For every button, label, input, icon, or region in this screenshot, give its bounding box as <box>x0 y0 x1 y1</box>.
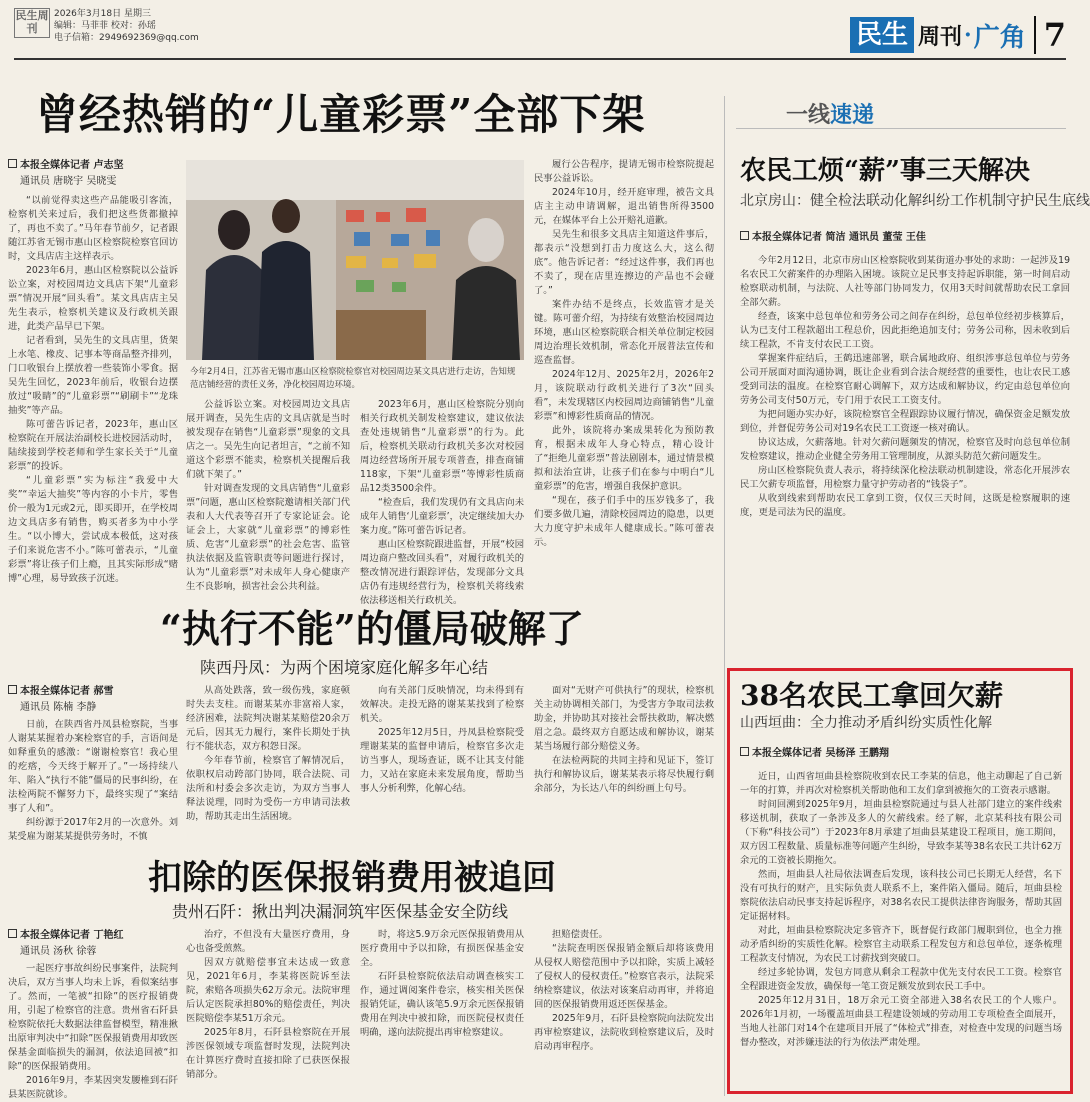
article3-byline-2: 通讯员 汤秋 徐蓉 <box>20 946 97 957</box>
article5-body <box>740 770 1062 1088</box>
paragraph: “现在，孩子们手中的压岁钱多了，我们要多做几遍，清除校园周边的隐患，以更大力度守护未成年人健康成长。”陈可蕾表示。 <box>534 495 714 548</box>
article2-byline-1: 本报全媒体记者 郝雪 <box>20 686 114 697</box>
byline-square-icon <box>8 159 17 168</box>
paragraph: 时间回溯到2025年9月，垣曲县检察院通过与县人社部门建立的案件线索移送机制，获取了一条涉及多人的欠薪线索。经了解，北京某科技有限公司（下称“科技公司”）于2023年8月承建了垣曲县某建设工程项目，施工期间，双方因工程数量、质量标准等问题产生纠纷，导致李某等38名农民工共计62万余元的工资被长期拖欠。 <box>740 799 1062 866</box>
article4-headline: 农民工烦“薪”事三天解决 <box>740 156 1030 186</box>
article5-byline-text: 本报全媒体记者 吴杨泽 王鹏翔 <box>752 748 889 759</box>
article5-byline <box>740 746 1060 762</box>
article4-body <box>740 254 1070 658</box>
paragraph: 2023年6月，惠山区检察院分别向相关行政机关制发检察建议，建议依法查处违规销售“儿童彩票”的行为。此后，检察机关联动行政机关多次对校园周边经营场所开展专项普查，排查商铺118家，下架“儿童彩票”等博彩性质商品12类3500余件。 <box>360 399 524 494</box>
paragraph: 石阡县检察院依法启动调查核实工作，通过调阅案件卷宗，核实相关医保报销凭证，确认该笔5.9万余元医保报销费用在判决中被扣除，而医院侵权责任明确，遂向法院提出再审检察建议。 <box>360 971 524 1038</box>
paragraph: 在法检两院的共同主持和见证下，签订执行和解协议后，谢某某表示将尽快履行剩余部分，为长达八年的纠纷画上句号。 <box>534 755 714 794</box>
paragraph: 案件办结不是终点，长效监管才是关键。陈可蕾介绍，为持续有效整治校园周边环境，惠山区检察院联合相关单位制定校园周边治理长效机制，常态化开展普法宣传和巡查监督。 <box>534 299 714 366</box>
paragraph: 掌握案件症结后，王鹤迅速部署，联合属地政府、组织涉事总包单位与劳务公司开展面对面沟通协调，既让企业看到合法合规经营的重要性，也让农民工感受到司法的温度。在检察官耐心调解下，双方达成和解协议，约定由总包单位向劳务公司支付50万元，专门用于农民工工资支付。 <box>740 353 1070 406</box>
page-number: 7 <box>1034 16 1066 54</box>
article3-byline <box>8 928 178 960</box>
article1-byline <box>8 158 178 190</box>
paragraph: 对此，垣曲县检察院决定多管齐下，既督促行政部门履职到位，也全力推动矛盾纠纷的实质性化解。检察官主动联系工程发包方和总包单位，逐条梳理工程款支付情况，为农民工讨薪找到突破口。 <box>740 925 1062 964</box>
section-rule <box>736 128 1066 129</box>
byline-square-icon <box>8 685 17 694</box>
paragraph: “儿童彩票”实为标注“我爱中大奖”“幸运大抽奖”等内容的小卡片，零售价一般为1元或2元，即买即开，在学校周边文具店多有销售，购买者多为中小学生。“以小博大，尝试成本极低，这对孩子们来说危害不小。”陈可蕾表示，“儿童彩票”将让孩子们上瘾，且其实际形成“赌博”心理，易导致孩子沉迷。 <box>8 475 178 584</box>
paragraph: 然而，垣曲县人社局依法调查后发现，该科技公司已长期无人经营，名下没有可执行的财产，且实际负责人联系不上，案件陷入僵局。随后，垣曲县检察院依法启动民事支持起诉程序，对38名农民工提供法律咨询服务，帮助其固定证据材料。 <box>740 869 1062 922</box>
paragraph: 吴先生和很多文具店主知道这件事后，都表示“没想到打击力度这么大，这么彻底”。他告诉记者：“经过这件事，我们再也不卖了，现在店里连擦边的产品也不会碰了。” <box>534 229 714 296</box>
byline-square-icon <box>740 231 749 240</box>
issue-email: 电子信箱：2949692369@qq.com <box>54 33 199 43</box>
byline-square-icon <box>740 747 749 756</box>
article1-headline: 曾经热销的“儿童彩票”全部下架 <box>36 90 646 139</box>
article3-byline-1: 本报全媒体记者 丁艳红 <box>20 930 124 941</box>
paragraph: 经过多轮协调，发包方同意从剩余工程款中优先支付农民工工资。检察官全程跟进资金发放，确保每一笔工资足额发放到农民工手中。 <box>740 967 1062 992</box>
paragraph: 针对调查发现的文具店销售“儿童彩票”问题，惠山区检察院邀请相关部门代表和人大代表等召开了专家论证会。论证会上，大家就“儿童彩票”的博彩性质、危害“儿童彩票”的社会危害、监管执法依据及监管职责等问题进行探讨，认为“儿童彩票”对未成年人身心健康产生不良影响，损害社会公共利益。 <box>186 483 350 592</box>
article2-byline-2: 通讯员 陈楠 李静 <box>20 702 97 713</box>
paragraph: 2023年6月，惠山区检察院以公益诉讼立案，对校园周边文具店下架“儿童彩票”情况开展“回头看”。某文具店店主吴先生表示，检察机关建议及行政机关跟进，此类产品早已下架。 <box>8 265 178 332</box>
paragraph: 2025年9月，石阡县检察院向法院发出再审检察建议，法院收到检察建议后，及时启动再审程序。 <box>534 1013 714 1052</box>
article1-col1 <box>8 194 178 586</box>
paragraph: 记者看到，吴先生的文具店里，货架上水笔、橡皮、记事本等商品整齐排列，门口收银台上摆放着一些装饰小零食。据吴先生回忆，2023年前后，收银台边摆放过“吸睛”的“儿童彩票”“刷刷卡”“龙珠抽奖”等产品。 <box>8 335 178 416</box>
masthead <box>850 16 1066 54</box>
store-scene-image <box>186 160 524 360</box>
paragraph: 2024年10月，经开庭审理，被告文具店主主动申请调解，退出销售所得3500元，在媒体平台上公开赔礼道歉。 <box>534 187 714 226</box>
paragraph: 从收到线索到帮助农民工拿到工资，仅仅三天时间，这既是检察履职的速度，更是司法为民的温度。 <box>740 493 1070 518</box>
paragraph: 公益诉讼立案。对校园周边文具店展开调查，吴先生店的文具店就是当时被发现存在销售“儿童彩票”现象的文具店之一。吴先生向记者坦言，“之前不知道这个彩票不能卖，检察机关提醒后我们就下架了。” <box>186 399 350 480</box>
article4-subhead: 北京房山：健全检法联动化解纠纷工作机制守护民生底线 <box>740 193 1090 209</box>
paragraph: 2024年12月、2025年2月，2026年2月，该院联动行政机关进行了3次“回头看”，未发现辖区内校园周边商铺销售“儿童彩票”和博彩性质商品的情况。 <box>534 369 714 422</box>
article4-byline <box>740 230 1070 246</box>
paragraph: 2025年12月5日，丹凤县检察院受理谢某某的监督申请后，检察官多次走访当事人，现场查证，既不让其支付能力，又站在家庭未来发展角度，帮助当事人分析利弊，化解心结。 <box>360 727 524 794</box>
issue-date: 2026年3月18日 星期三 <box>54 9 151 19</box>
paragraph: 因双方就赔偿事宜未达成一致意见，2021年6月，李某将医院诉至法院，索赔各项损失62万余元。法院审理后认定医院承担80%的赔偿责任，判决医院赔偿李某51万余元。 <box>186 957 350 1024</box>
paragraph: 惠山区检察院跟进监督，开展“校园周边商户整改回头看”，对履行政机关的整改情况进行跟踪评估，发现部分文具店仍有违规经营行为，检察机关将线索依法移送相关行政机关。 <box>360 539 524 606</box>
article3-col2 <box>186 928 350 1094</box>
article2-headline: “执行不能”的僵局破解了 <box>160 606 584 651</box>
article5-headline: 38名农民工拿回欠薪 <box>740 679 1003 712</box>
section-label <box>786 98 874 129</box>
paragraph: 向有关部门反映情况，均未得到有效解决。走投无路的谢某某找到了检察机关。 <box>360 685 524 724</box>
paragraph: “检查后，我们发现仍有文具店向未成年人销售‘儿童彩票’，决定继续加大办案力度。”陈可蕾告诉记者。 <box>360 497 524 536</box>
paragraph: 纠纷源于2017年2月的一次意外。刘某受雇为谢某某提供劳务时，不慎 <box>8 817 178 842</box>
article1-byline-2: 通讯员 唐晓宇 吴晓雯 <box>20 176 117 187</box>
article1-byline-1: 本报全媒体记者 卢志坚 <box>20 160 124 171</box>
paragraph: 今年2月12日，北京市房山区检察院收到某街道办事处的求助：一起涉及19名农民工欠薪案件的办理陷入困境。该院立足民事支持起诉职能，第一时间启动检察联动机制，与法院、人社等部门协同发力，仅用3天时间就帮助农民工拿回全部欠薪。 <box>740 255 1070 308</box>
section-label-a: 一线 <box>786 103 831 128</box>
paragraph: 近日，山西省垣曲县检察院收到农民工李某的信息，他主动聊起了自己新一年的打算，并再次对检察机关帮助他和工友们拿到被拖欠的工资表示感谢。 <box>740 771 1062 796</box>
paragraph: 从高处跌落，致一级伤残，家庭顿时失去支柱。而谢某某亦非富裕人家，经济困难，法院判决谢某某赔偿20余万元后，因其无力履行，案件长期处于执行不能状态，双方积怨日深。 <box>186 685 350 752</box>
section-label-b: 速递 <box>830 103 875 128</box>
article2-byline <box>8 684 178 716</box>
paragraph: 2025年8月，石阡县检察院在开展涉医保领域专项监督时发现，法院判决在计算医疗费时直接扣除了已获医保报销部分。 <box>186 1027 350 1080</box>
masthead-dot: · <box>964 22 972 48</box>
byline-square-icon <box>8 929 17 938</box>
header-rule <box>14 58 1066 60</box>
issue-meta <box>54 8 199 44</box>
article2-col2 <box>186 684 350 834</box>
article4-byline-text: 本报全媒体记者 简洁 通讯员 董莹 王佳 <box>752 232 926 243</box>
paragraph: 陈可蕾告诉记者，2023年，惠山区检察院在开展法治副校长进校园活动时，陆续接到学校老师和学生家长关于“儿童彩票”的投诉。 <box>8 419 178 472</box>
masthead-minsheng: 民生 <box>850 17 914 53</box>
paragraph: 此外，该院将办案成果转化为预防教育，根据未成年人身心特点，精心设计了“拒绝儿童彩票”普法剧剧本，通过情景模拟和法治宣讲，让孩子们在参与中明白“儿童彩票”的危害，增强自我保护意识。 <box>534 425 714 492</box>
article3-headline: 扣除的医保报销费用被追回 <box>148 858 556 898</box>
paragraph: 治疗，不但没有大量医疗费用，身心也备受煎熬。 <box>186 929 350 954</box>
article2-col4 <box>534 684 714 834</box>
paragraph: 为把问题办实办好，该院检察官全程跟踪协议履行情况，确保资金足额发放到位，并督促劳务公司对19名农民工工资逐一核对确认。 <box>740 409 1070 434</box>
article2-col1 <box>8 718 178 842</box>
article2-col3 <box>360 684 524 834</box>
article5-subhead: 山西垣曲：全力推动矛盾纠纷实质性化解 <box>740 715 992 731</box>
paragraph: 面对“无财产可供执行”的现状，检察机关主动协调相关部门，为受害方争取司法救助金，并协助其对接社会帮扶救助，解决燃眉之急。最终双方自愿达成和解协议，谢某某当场履行部分赔偿义务。 <box>534 685 714 752</box>
masthead-section: 广角 <box>973 22 1026 53</box>
article1-photo <box>186 160 524 360</box>
photo-caption: 今年2月4日，江苏省无锡市惠山区检察院检察官对校园周边某文具店进行走访，告知规范店铺经营的责任义务，净化校园周边环境。 <box>190 367 516 390</box>
paragraph: 2025年12月31日，18万余元工资全部进入38名农民工的个人账户。2026年1月初，一场覆盖垣曲县工程建设领域的劳动用工专项检查全面展开，当地人社部门对14个在建项目开展了“体检式”排查，对检查中发现的问题当场督办整改，对涉嫌违法的行为依法严肃处理。 <box>740 995 1062 1048</box>
right-column-divider <box>724 96 725 1096</box>
article1-col2 <box>186 398 350 592</box>
issue-editors: 编辑：马菲菲 校对：孙瑶 <box>54 21 156 31</box>
paragraph: 今年春节前，检察官了解情况后，依职权启动跨部门协同，联合法院、司法所和村委会多次走访，为双方当事人释法说理，同时为受伤一方申请司法救助，帮助其走出生活困境。 <box>186 755 350 822</box>
article1-col3 <box>360 398 524 606</box>
paragraph: 时，将这5.9万余元医保报销费用从医疗费用中予以扣除，有损医保基金安全。 <box>360 929 524 968</box>
article3-col1 <box>8 962 178 1100</box>
paragraph: 协议达成，欠薪落地。针对欠薪问题频发的情况，检察官及时向总包单位制发检察建议，推动企业健全劳务用工管理制度，从源头防范欠薪问题发生。 <box>740 437 1070 462</box>
article2-subhead: 陕西丹凤：为两个困境家庭化解多年心结 <box>200 658 489 677</box>
paragraph: 2016年9月，李某因突发腰椎到石阡县某医院就诊。 <box>8 1075 178 1100</box>
article1-col4 <box>534 158 714 586</box>
paragraph: 一起医疗事故纠纷民事案件，法院判决后，双方当事人均未上诉，看似案结事了。然而，一笔被“扣除”的医疗报销费用，引起了检察官的注意。贵州省石阡县检察院依托大数据法律监督模型，精准揪出原审判决中“扣除”医保报销费用却致医保基金面临损失的漏洞，依法追回被“扣除”的医保报销费用。 <box>8 963 178 1072</box>
paragraph: 日前，在陕西省丹凤县检察院，当事人谢某某握着办案检察官的手，言语间是如释重负的感激：“谢谢检察官！我心里的疙瘩，今天终于解开了。”一场持续八年、陷入“执行不能”僵局的民事纠纷，在法检两院不懈努力下，最终实现了“案结事了人和”。 <box>8 719 178 814</box>
paragraph: 履行公告程序，提请无锡市检察院提起民事公益诉讼。 <box>534 159 714 184</box>
paragraph: 房山区检察院负责人表示，将持续深化检法联动机制建设，常态化开展涉农民工欠薪专项监督，用检察力量守护劳动者的“钱袋子”。 <box>740 465 1070 490</box>
paragraph: 担赔偿责任。 <box>552 929 608 940</box>
paragraph: 经查，该案中总包单位和劳务公司之间存在纠纷，总包单位经初步核算后，认为已支付工程款超出工程总价，因此拒绝追加支付；劳务公司称，因未收到后续工程款，不肯支付农民工工资。 <box>740 311 1070 350</box>
paragraph: “法院查明医保报销金额后却将该费用从侵权人赔偿范围中予以扣除，实质上减轻了侵权人的侵权责任。”检察官表示，法院采纳检察建议，依法对该案启动再审，并将追回的医保报销费用返还医保基金。 <box>534 943 714 1010</box>
masthead-zhoukan: 周刊 <box>918 23 963 50</box>
newspaper-logo: 民生周刊 <box>14 8 50 38</box>
article3-subhead: 贵州石阡：揪出判决漏洞筑牢医保基金安全防线 <box>172 902 509 921</box>
article3-col3 <box>360 928 524 1094</box>
article3-col4 <box>534 928 714 1094</box>
paragraph: “以前觉得卖这些产品能吸引客流，检察机关来过后，我们把这些货都撤掉了，再也不卖了。”马年春节前夕，记者跟随江苏省无锡市惠山区检察院检察官回访时，文具店店主这样表示。 <box>8 195 178 262</box>
